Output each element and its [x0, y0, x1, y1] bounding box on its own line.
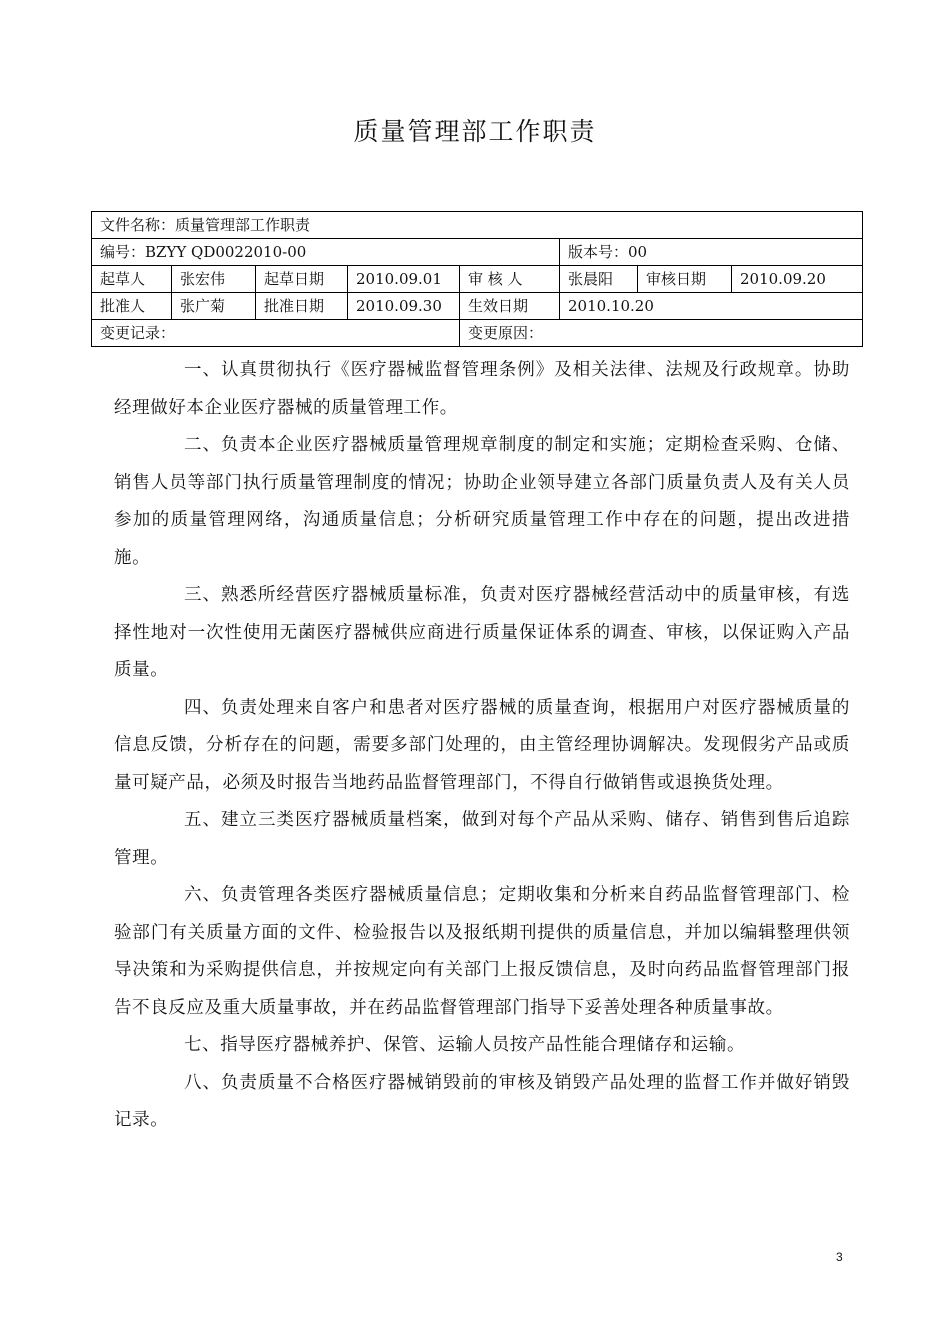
drafter-value: 张宏伟: [172, 266, 256, 293]
paragraph-4: 四、负责处理来自客户和患者对医疗器械的质量查询，根据用户对医疗器械质量的信息反馈，分析存在的问题，需要多部门处理的，由主管经理协调解决。发现假劣产品或质量可疑产品，必须及时报告当地药品监督管理部门，不得自行做销售或退换货处理。: [114, 697, 850, 793]
change-record-cell: 变更记录：: [92, 320, 460, 347]
drafter-label: 起草人: [92, 266, 172, 293]
document-body: [114, 352, 850, 1140]
document-title: 质量管理部工作职责: [353, 117, 597, 146]
effective-date-label: 生效日期: [460, 293, 560, 320]
paragraph-5: 五、建立三类医疗器械质量档案，做到对每个产品从采购、储存、销售到售后追踪管理。: [114, 810, 850, 868]
review-date-label: 审核日期: [638, 266, 732, 293]
draft-date-value: 2010.09.01: [348, 266, 460, 293]
approve-date-label: 批准日期: [256, 293, 348, 320]
paragraph-3: 三、熟悉所经营医疗器械质量标准，负责对医疗器械经营活动中的质量审核，有选择性地对一次性使用无菌医疗器械供应商进行质量保证体系的调查、审核，以保证购入产品质量。: [114, 585, 850, 680]
paragraph-6: 六、负责管理各类医疗器械质量信息；定期收集和分析来自药品监督管理部门、检验部门有关质量方面的文件、检验报告以及报纸期刊提供的质量信息，并加以编辑整理供领导决策和为采购提供信息，并按规定向有关部门上报反馈信息，及时向药品监督管理部门报告不良反应及重大质量事故，并在药品监督管理部门指导下妥善处理各种质量事故。: [114, 885, 850, 1018]
table-row-draft-review: [92, 266, 863, 293]
paragraph-8: 八、负责质量不合格医疗器械销毁前的审核及销毁产品处理的监督工作并做好销毁记录。: [114, 1072, 850, 1130]
reviewer-label: 审 核 人: [460, 266, 560, 293]
paragraph-2: 二、负责本企业医疗器械质量管理规章制度的制定和实施；定期检查采购、仓储、销售人员等部门执行质量管理制度的情况；协助企业领导建立各部门质量负责人及有关人员参加的质量管理网络，沟通质量信息；分析研究质量管理工作中存在的问题，提出改进措施。: [114, 435, 850, 568]
change-reason-cell: 变更原因：: [460, 320, 863, 347]
reviewer-value: 张晨阳: [560, 266, 638, 293]
approver-value: 张广菊: [172, 293, 256, 320]
table-row-code: [92, 239, 863, 266]
approver-label: 批准人: [92, 293, 172, 320]
paragraph-1: 一、认真贯彻执行《医疗器械监督管理条例》及相关法律、法规及行政规章。协助经理做好本企业医疗器械的质量管理工作。: [114, 360, 850, 418]
approve-date-value: 2010.09.30: [348, 293, 460, 320]
draft-date-label: 起草日期: [256, 266, 348, 293]
page-number: 3: [836, 1250, 843, 1264]
table-row-approval: [92, 293, 863, 320]
review-date-value: 2010.09.20: [732, 266, 863, 293]
file-name-cell: 文件名称：质量管理部工作职责: [92, 212, 863, 239]
effective-date-value: 2010.10.20: [560, 293, 863, 320]
table-row-file-name: [92, 212, 863, 239]
code-cell: 编号：BZYY QD0022010-00: [92, 239, 560, 266]
paragraph-7: 七、指导医疗器械养护、保管、运输人员按产品性能合理储存和运输。: [184, 1035, 746, 1055]
document-info-table: [91, 211, 863, 347]
table-row-change: [92, 320, 863, 347]
version-cell: 版本号：00: [560, 239, 863, 266]
